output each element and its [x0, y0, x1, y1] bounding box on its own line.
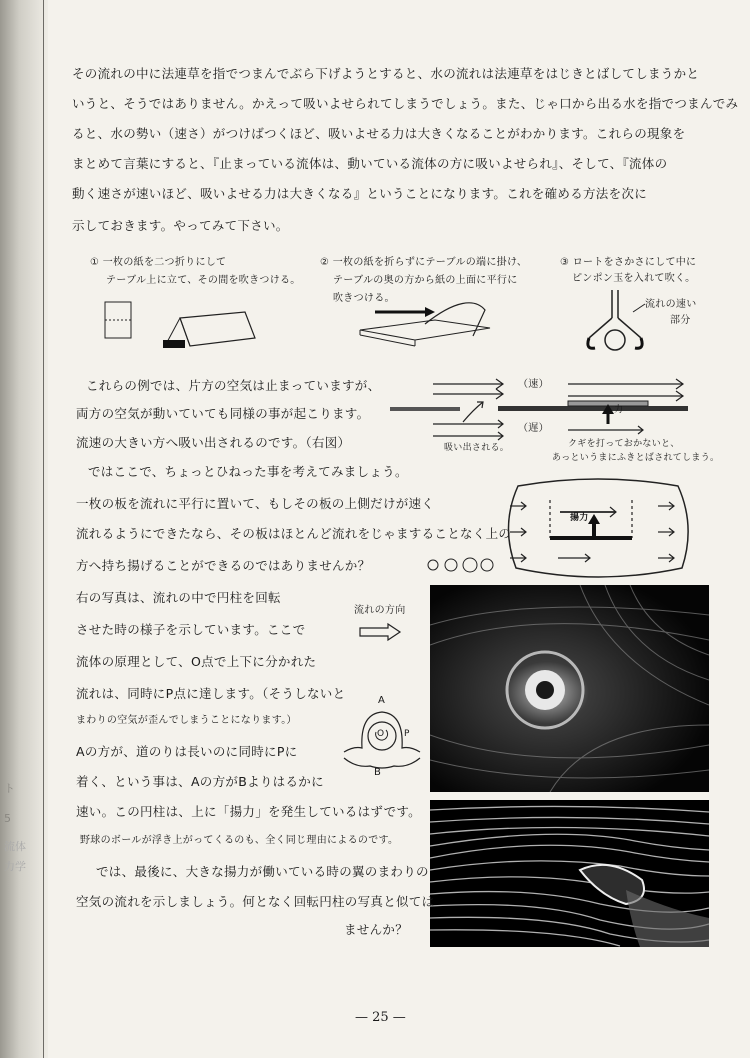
para3-line: 一枚の板を流れに平行に置いて、もしその板の上側だけが速く — [76, 496, 435, 511]
experiment-1-figure — [95, 290, 265, 360]
airfoil-flow-photo — [430, 800, 709, 947]
rotating-cylinder-figure — [340, 706, 424, 772]
intro-line: その流れの中に法連草を指でつまんでぶら下げようとすると、水の流れは法連草をはじきとばしてしまうかと — [72, 66, 700, 81]
para4-line: 流れは、同時にP点に達します。（そうしないと — [76, 686, 346, 701]
para5-line: 空気の流れを示しましょう。何となく回転円柱の写真と似ては — [76, 894, 435, 909]
nail-note: クギを打っておかないと、 — [568, 439, 680, 449]
cylinder-label-b: B — [374, 767, 382, 778]
page-number: — 25 — — [355, 1010, 406, 1025]
experiment-2-text: 吹きつける。 — [333, 293, 395, 304]
intro-line: いうと、そうではありません。かえって吸いよせられてしまうでしょう。また、じゃ口から出る水を指でつまんでみ — [72, 96, 739, 111]
flow-direction-label: 流れの方向 — [354, 605, 406, 616]
experiment-3-label: 部分 — [670, 315, 691, 326]
intro-line: ると、水の勢い（速さ）がつけばつくほど、吸いよせる力は大きくなることがわかります。これらの現象を — [72, 126, 686, 141]
margin-mark: 力学 — [4, 860, 26, 873]
para3-line: 流れるようにできたなら、その板はほとんど流れをじゃますることなく上の — [76, 526, 512, 541]
margin-mark: ト — [4, 782, 15, 795]
para2-line: 両方の空気が動いていても同様の事が起こります。 — [76, 406, 370, 421]
lift-label: 揚力 — [570, 513, 589, 523]
para2-line: 流速の大きい方へ吸い出されるのです。（右図） — [76, 435, 351, 450]
para4-line: 速い。この円柱は、上に「揚力」を発生しているはずです。 — [76, 804, 421, 819]
intro-line: まとめて言葉にすると、『止まっている流体は、動いている流体の方に吸いよせられ』、そして、『流体の — [72, 156, 668, 171]
para4-line: 野球のボールが浮き上がってくるのも、全く同じ理由によるのです。 — [80, 835, 399, 846]
intro-line: 動く速さが速いほど、吸いよせる力は大きくなる』ということになります。これを確める方法を次に — [72, 186, 648, 201]
experiment-1-text: ① 一枚の紙を二つ折りにして — [90, 257, 227, 268]
para2-line: これらの例では、片方の空気は止まっていますが、 — [86, 378, 381, 393]
para4-line: 右の写真は、流れの中で円柱を回転 — [76, 590, 281, 605]
cylinder-label-o: O — [377, 729, 385, 739]
experiment-1-text: テーブル上に立て、その間を吹きつける。 — [106, 275, 301, 286]
experiment-3-text: ③ ロートをさかさにして中に — [560, 257, 697, 268]
fast-label: （速） — [518, 379, 549, 390]
experiment-2-text: テーブルの奥の方から紙の上面に平行に — [333, 275, 518, 286]
ellipsis-circles — [425, 555, 495, 575]
cylinder-label-a: A — [378, 695, 386, 706]
intro-line: 示しておきます。やってみて下さい。 — [72, 218, 289, 233]
rotating-cylinder-photo — [430, 585, 709, 792]
para5-line: ませんか？ — [344, 922, 409, 937]
margin-mark: 5 — [4, 812, 11, 825]
experiment-2-text: ② 一枚の紙を折らずにテーブルの端に掛け、 — [320, 257, 528, 268]
experiment-3-funnel-figure — [575, 288, 655, 358]
para4-line: させた時の様子を示しています。ここで — [76, 622, 306, 637]
suction-label: 吸い出される。 — [444, 443, 510, 453]
airfoil-flow-photo-image — [430, 800, 709, 947]
nail-note: あっというまにふきとばされてしまう。 — [552, 453, 720, 463]
para2-line: ではここで、ちょっとひねった事を考えてみましょう。 — [88, 464, 408, 479]
para4-line: 流体の原理として、O点で上下に分かれた — [76, 654, 317, 669]
flow-direction-arrow-icon — [358, 622, 404, 642]
para3-line: 方へ持ち揚げることができるのではありませんか？ — [76, 558, 371, 573]
force-label: 力 — [614, 405, 624, 415]
book-spine-shadow — [0, 0, 48, 1058]
cylinder-label-p: P — [404, 729, 410, 739]
margin-mark: 流体 — [4, 840, 26, 853]
plate-lift-figure — [498, 476, 698, 582]
para5-line: では、最後に、大きな揚力が働いている時の翼のまわりの — [96, 864, 429, 879]
para4-line: まわりの空気が歪んでしまうことになります。） — [76, 715, 297, 726]
slow-label: （遅） — [518, 423, 549, 434]
para4-line: 着く、という事は、Aの方がBよりはるかに — [76, 774, 324, 789]
experiment-3-text: ピンポン玉を入れて吹く。 — [572, 273, 696, 284]
spine-edge-line — [43, 0, 44, 1058]
experiment-2-figure — [355, 290, 495, 350]
experiment-3-label: 流れの速い — [645, 299, 697, 310]
para4-line: Aの方が、道のりは長いのに同時にPに — [76, 744, 298, 759]
rotating-cylinder-photo-image — [430, 585, 709, 792]
